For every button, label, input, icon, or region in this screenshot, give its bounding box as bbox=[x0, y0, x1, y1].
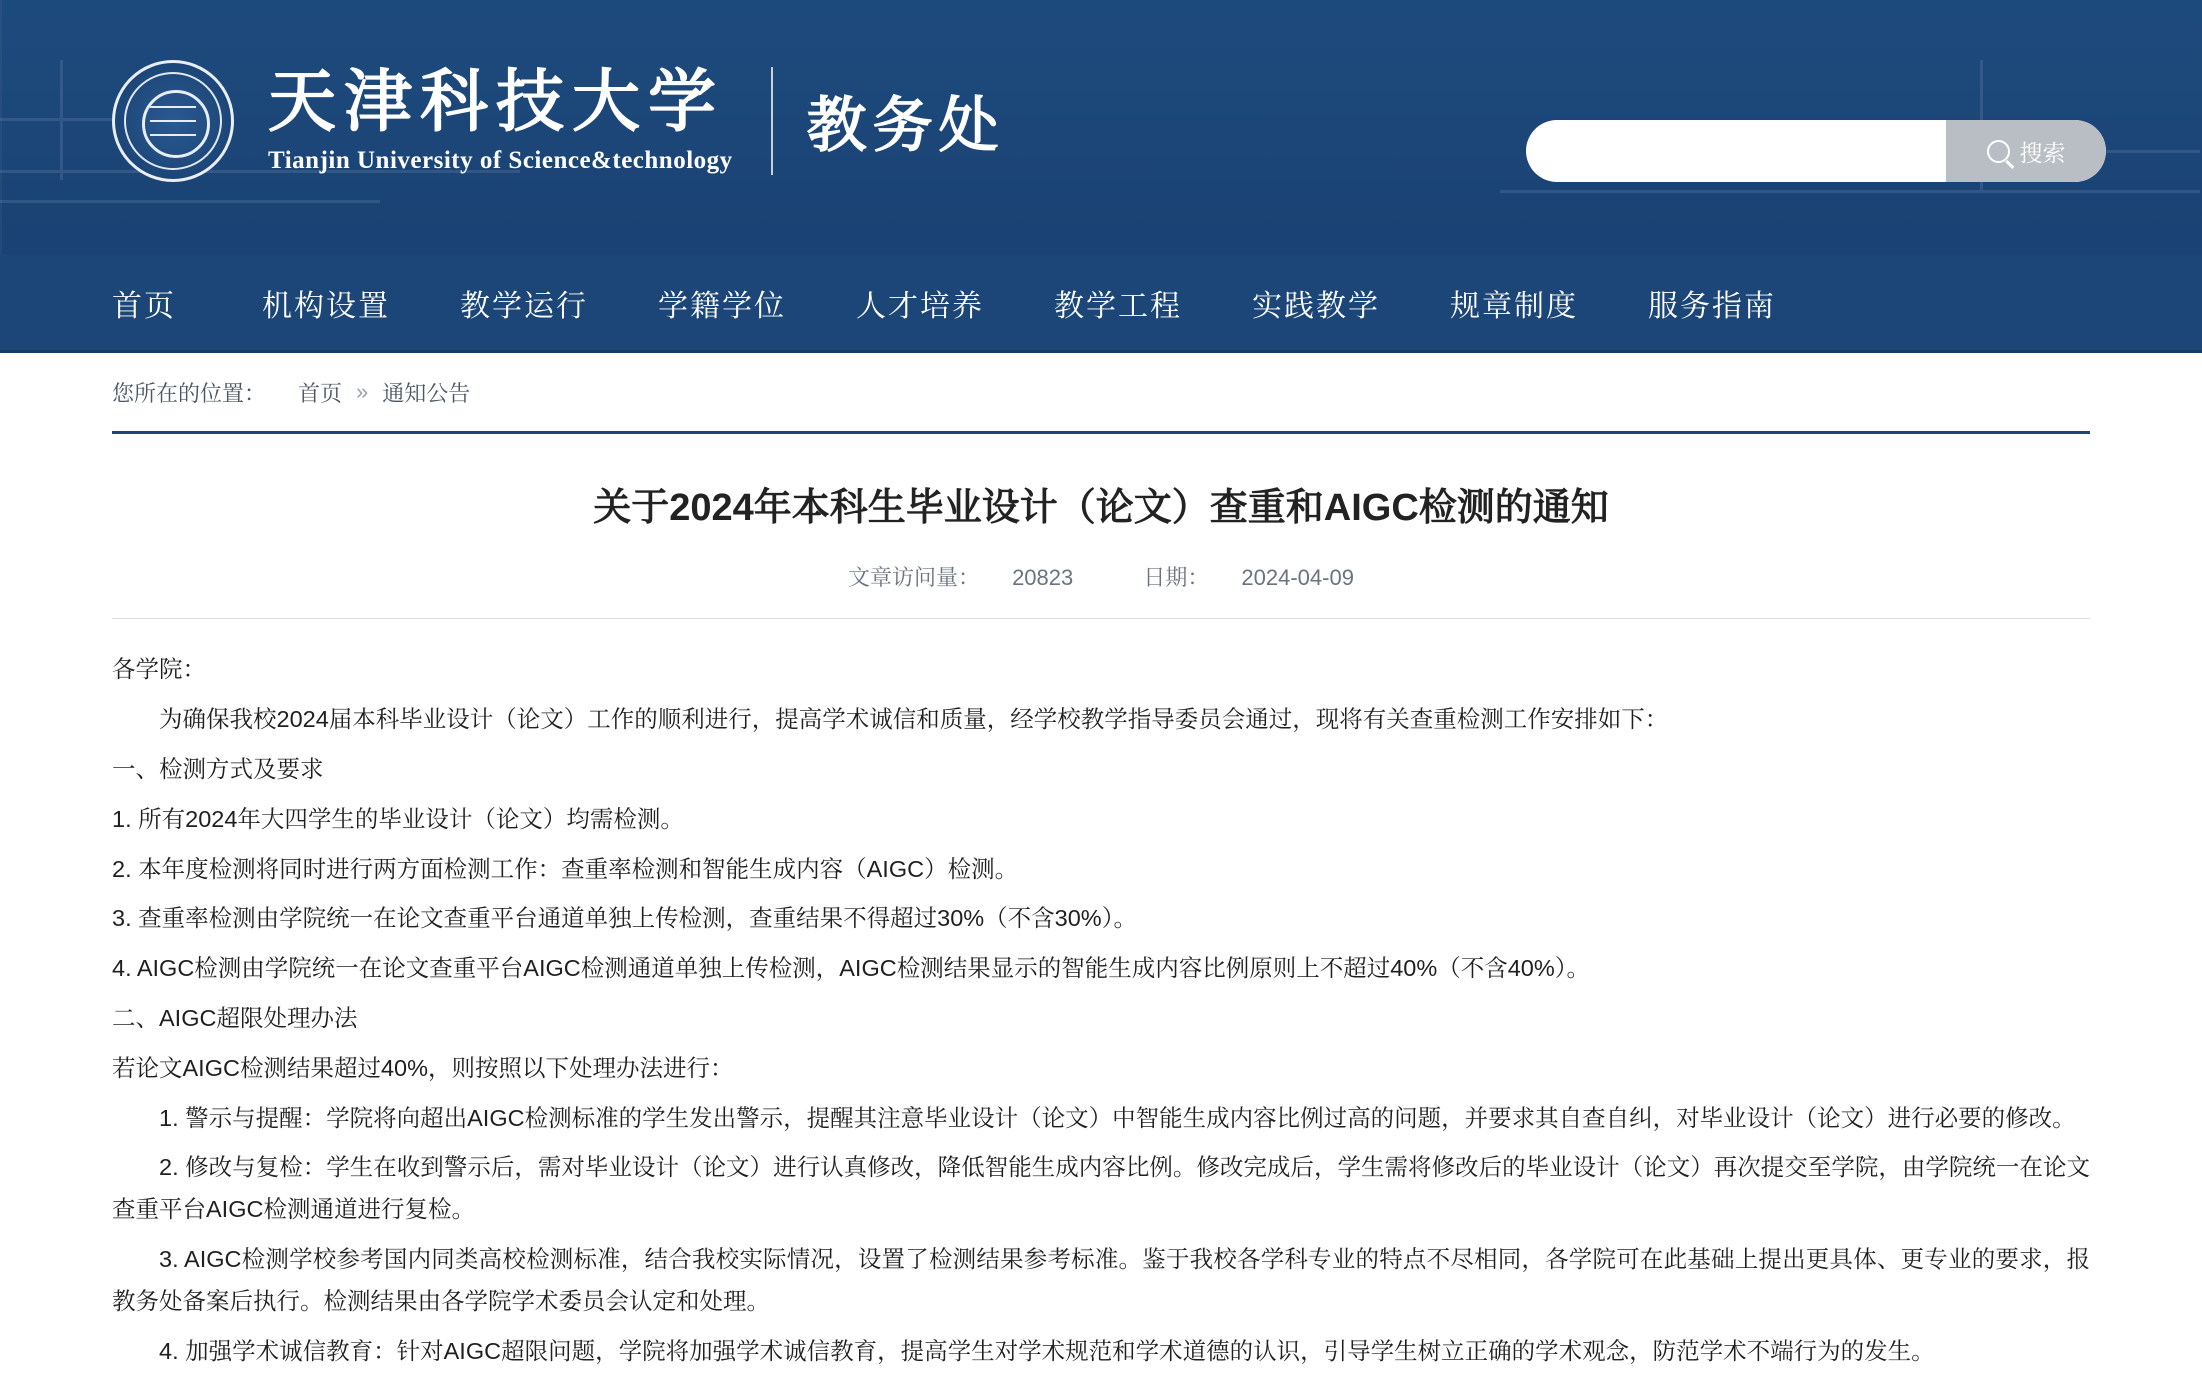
crest-inner-mark bbox=[142, 90, 204, 152]
breadcrumb-link-home[interactable]: 首页 bbox=[298, 380, 343, 406]
article bbox=[56, 482, 2146, 1373]
article-views-label: 文章访问量： bbox=[848, 565, 981, 591]
breadcrumb-separator: » bbox=[356, 379, 369, 404]
search-icon bbox=[1987, 140, 2010, 163]
page-title: 关于2024年本科生毕业设计（论文）查重和AIGC检测的通知 bbox=[593, 487, 1609, 529]
department-name: 教务处 bbox=[806, 93, 1005, 159]
site-header bbox=[0, 0, 2202, 255]
nav-item-talent-training[interactable]: 人才培养 bbox=[856, 289, 984, 323]
article-paragraph: 2. 本年度检测将同时进行两方面检测工作：查重率检测和智能生成内容（AIGC）检测。 bbox=[112, 855, 1019, 882]
article-paragraph: 二、AIGC超限处理办法 bbox=[112, 1004, 358, 1031]
search-button-label: 搜索 bbox=[2019, 139, 2066, 166]
article-paragraph: 4. 加强学术诚信教育：针对AIGC超限问题，学院将加强学术诚信教育，提高学生对学术规范和学术道德的认识，引导学生树立正确的学术观念，防范学术不端行为的发生。 bbox=[159, 1337, 1935, 1364]
article-views bbox=[832, 565, 1089, 590]
nav-item-service-guide[interactable]: 服务指南 bbox=[1648, 289, 1776, 323]
nav-item-teaching-projects[interactable]: 教学工程 bbox=[1054, 289, 1182, 323]
article-body bbox=[112, 649, 2090, 1372]
breadcrumb-link-notices[interactable]: 通知公告 bbox=[382, 380, 471, 406]
breadcrumb-wrapper bbox=[56, 353, 2146, 434]
breadcrumb bbox=[112, 353, 2090, 434]
article-date bbox=[1127, 565, 1370, 590]
article-paragraph: 各学院： bbox=[112, 656, 206, 683]
nav-item-teaching-operations[interactable]: 教学运行 bbox=[460, 289, 588, 323]
nav-item-regulations[interactable]: 规章制度 bbox=[1450, 289, 1578, 323]
logo-divider bbox=[771, 67, 773, 175]
search-box[interactable] bbox=[1526, 120, 2106, 182]
nav-item-practical-teaching[interactable]: 实践教学 bbox=[1252, 289, 1380, 323]
search-input[interactable] bbox=[1526, 120, 1946, 182]
nav-item-home[interactable]: 首页 bbox=[112, 289, 176, 323]
article-paragraph: 3. 查重率检测由学院统一在论文查重平台通道单独上传检测，查重结果不得超过30%（不含30%）。 bbox=[112, 905, 1137, 932]
breadcrumb-label: 您所在的位置： bbox=[112, 380, 267, 406]
main-navigation[interactable] bbox=[0, 255, 2202, 353]
article-paragraph: 4. AIGC检测由学院统一在论文查重平台AIGC检测通道单独上传检测，AIGC检测结果显示的智能生成内容比例原则上不超过40%（不含40%）。 bbox=[112, 955, 1591, 982]
article-paragraph: 3. AIGC检测学校参考国内同类高校检测标准，结合我校实际情况，设置了检测结果参考标准。鉴于我校各学科专业的特点不尽相同，各学院可在此基础上提出更具体、更专业的要求，报教务处备案后执行。检测结果由各学院学术委员会认定和处理。 bbox=[112, 1246, 2090, 1314]
search-button[interactable] bbox=[1946, 120, 2106, 182]
university-name-en: Tianjin University of Science&technology bbox=[268, 146, 733, 174]
article-views-value: 20823 bbox=[1012, 565, 1074, 591]
nav-item-organization[interactable]: 机构设置 bbox=[262, 289, 390, 323]
article-paragraph: 1. 所有2024年大四学生的毕业设计（论文）均需检测。 bbox=[112, 805, 684, 832]
article-paragraph: 若论文AIGC检测结果超过40%，则按照以下处理办法进行： bbox=[112, 1054, 734, 1081]
article-paragraph: 1. 警示与提醒：学院将向超出AIGC检测标准的学生发出警示，提醒其注意毕业设计（论文）中智能生成内容比例过高的问题，并要求其自查自纠，对毕业设计（论文）进行必要的修改。 bbox=[159, 1104, 2076, 1131]
university-wordmark bbox=[268, 64, 733, 174]
article-paragraph: 2. 修改与复检：学生在收到警示后，需对毕业设计（论文）进行认真修改，降低智能生成内容比例。修改完成后，学生需将修改后的毕业设计（论文）再次提交至学院，由学院统一在论文查重平台AIGC检测通道进行复检。 bbox=[112, 1154, 2090, 1223]
article-date-label: 日期： bbox=[1143, 565, 1210, 591]
article-paragraph: 一、检测方式及要求 bbox=[112, 755, 324, 782]
university-name-cn: 天津科技大学 bbox=[268, 64, 725, 141]
article-date-value: 2024-04-09 bbox=[1241, 565, 1354, 591]
article-paragraph: 为确保我校2024届本科毕业设计（论文）工作的顺利进行，提高学术诚信和质量，经学校教学指导委员会通过，现将有关查重检测工作安排如下： bbox=[159, 706, 1669, 733]
nav-item-student-status[interactable]: 学籍学位 bbox=[658, 289, 786, 323]
article-meta bbox=[112, 561, 2090, 619]
university-crest-icon bbox=[112, 60, 234, 182]
site-logo[interactable] bbox=[112, 60, 1005, 182]
